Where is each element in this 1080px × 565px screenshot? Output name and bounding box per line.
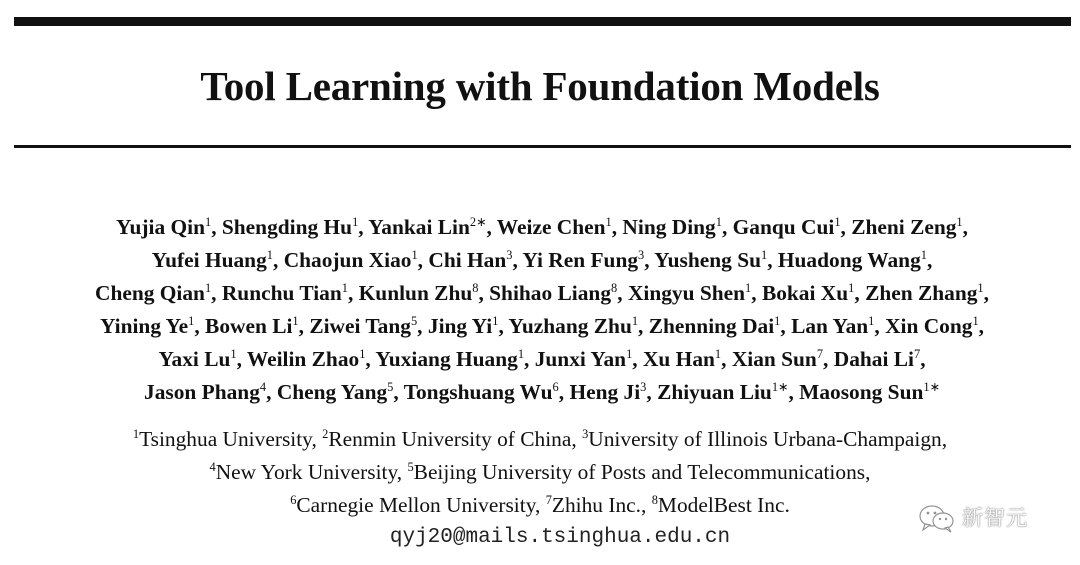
affiliation-marker: 1 [266, 247, 273, 262]
author-name: Xu Han [642, 347, 715, 371]
affiliation-marker: 1 [411, 247, 418, 262]
author [732, 347, 834, 371]
affiliation-marker: 1∗ [771, 379, 789, 394]
author [158, 347, 246, 371]
affiliation-separator: , [535, 493, 546, 517]
affiliation-number: 3 [582, 426, 589, 441]
author [791, 314, 885, 338]
affiliation-name: ModelBest Inc. [657, 493, 790, 517]
watermark [918, 500, 1028, 536]
affiliation-marker: 1 [760, 247, 768, 262]
author-name: Yufei Huang [151, 248, 267, 272]
author [762, 281, 865, 305]
affiliation-marker: 7 [816, 346, 824, 361]
author-name: Yining Ye [99, 314, 189, 338]
affiliation-marker: 1 [631, 313, 639, 328]
author-name: Huadong Wang [777, 248, 921, 272]
affiliation [210, 460, 408, 484]
affiliation-name: Beijing University of Posts and Telecommunications [413, 460, 866, 484]
author [569, 380, 657, 404]
author-separator: , [644, 248, 655, 272]
affiliation-separator: , [396, 460, 408, 484]
author-separator: , [767, 248, 778, 272]
author-separator: , [611, 215, 623, 239]
author-separator: , [211, 281, 222, 305]
author-separator: , [524, 347, 535, 371]
author-separator: , [823, 347, 834, 371]
contact-email: qyj20@mails.tsinghua.edu.cn [389, 526, 731, 549]
author [733, 215, 852, 239]
affiliation [582, 427, 947, 451]
affiliation-marker: 1 [341, 280, 348, 295]
author-name: Xin Cong [885, 314, 973, 338]
affiliation-name: Zhihu Inc. [551, 493, 642, 517]
author [152, 248, 284, 272]
affiliation-number: 4 [209, 459, 216, 474]
author-name: Ganqu Cui [732, 215, 835, 239]
author-name: Yi Ren Fung [522, 248, 639, 272]
affiliation-marker: 8 [611, 280, 618, 295]
affiliation [290, 493, 546, 517]
author-name: Xingyu Shen [627, 281, 746, 305]
affiliation-marker: 1 [352, 214, 359, 229]
affiliation-number: 5 [407, 459, 414, 474]
wechat-icon [918, 503, 956, 533]
author-name: Zhenning Dai [648, 314, 775, 338]
author [834, 347, 926, 371]
author-separator: , [347, 281, 359, 305]
author-separator: , [721, 215, 733, 239]
affiliation-marker: 7 [914, 346, 921, 361]
watermark-text: 新智元 [962, 506, 1028, 530]
author-name: Lan Yan [791, 314, 869, 338]
affiliation-number: 2 [322, 426, 329, 441]
author-name: Bowen Li [205, 314, 293, 338]
author-name: Kunlun Zhu [358, 281, 473, 305]
author-line [18, 310, 1066, 343]
author-name: Shihao Liang [489, 281, 612, 305]
author-separator: , [211, 215, 222, 239]
author [522, 248, 654, 272]
affiliation-marker: 1 [714, 346, 722, 361]
affiliation-marker: 5 [410, 313, 418, 328]
affiliation-marker: 1 [204, 214, 212, 229]
author-name: Ning Ding [622, 215, 716, 239]
author-name: Chi Han [428, 248, 507, 272]
author [865, 281, 989, 305]
author-separator: , [751, 281, 762, 305]
author [428, 314, 509, 338]
affiliation-marker: 5 [387, 379, 394, 394]
author-name: Shengding Hu [221, 215, 353, 239]
author-list [18, 211, 1066, 409]
author-name: Zhiyuan Liu [657, 380, 772, 404]
affiliation [546, 493, 652, 517]
author-separator: , [194, 314, 206, 338]
author-name: Yuxiang Huang [375, 347, 518, 371]
author [95, 281, 222, 305]
author-separator: , [478, 281, 490, 305]
author [375, 347, 534, 371]
author-separator: , [512, 248, 523, 272]
affiliation-marker: 1 [956, 214, 963, 229]
author [277, 380, 404, 404]
author-name: Jing Yi [427, 314, 493, 338]
author-name: Maosong Sun [799, 380, 924, 404]
paper-title: Tool Learning with Foundation Models [200, 63, 880, 109]
author-separator: , [236, 347, 247, 371]
affiliation-marker: 1 [745, 280, 752, 295]
author [205, 314, 309, 338]
affiliation-marker: 1 [920, 247, 927, 262]
author-line [18, 343, 1066, 376]
author-separator: , [978, 314, 985, 338]
affiliation-marker: 1∗ [923, 379, 940, 394]
author-separator: , [558, 380, 570, 404]
author-separator: , [298, 314, 310, 338]
title-rule [14, 145, 1071, 148]
affiliation-number: 7 [545, 492, 552, 507]
author-line [18, 277, 1066, 310]
author-name: Yuzhang Zhu [508, 314, 632, 338]
author-name: Jason Phang [144, 380, 260, 404]
author-separator: , [393, 380, 404, 404]
author [368, 215, 497, 239]
author-separator: , [417, 248, 429, 272]
author-name: Xian Sun [731, 347, 817, 371]
author-separator: , [983, 281, 989, 305]
author-separator: , [417, 314, 428, 338]
author-name: Dahai Li [833, 347, 914, 371]
affiliation-marker: 6 [552, 379, 559, 394]
author [100, 314, 205, 338]
top-rule [14, 17, 1071, 26]
author-name: Yusheng Su [654, 248, 761, 272]
author-name: Weize Chen [496, 215, 606, 239]
affiliation-marker: 1 [977, 280, 984, 295]
author [497, 215, 623, 239]
affiliation-separator: , [311, 427, 323, 451]
author-separator: , [920, 347, 926, 371]
author-separator: , [272, 248, 284, 272]
affiliation-marker: 3 [640, 379, 647, 394]
affiliation-marker: 3 [506, 247, 513, 262]
author [247, 347, 375, 371]
author-separator: , [632, 347, 643, 371]
author [799, 380, 940, 404]
author [778, 248, 932, 272]
affiliation [322, 427, 582, 451]
affiliation-marker: 4 [259, 379, 267, 394]
affiliation-marker: 8 [472, 280, 479, 295]
author-separator: , [486, 215, 497, 239]
author-name: Runchu Tian [221, 281, 342, 305]
author [535, 347, 643, 371]
affiliation [652, 493, 790, 517]
affiliation-marker: 1 [188, 313, 195, 328]
affiliation-name: University of Illinois Urbana-Champaign [588, 427, 942, 451]
author-name: Yujia Qin [116, 215, 205, 239]
affiliation-marker: 3 [638, 247, 645, 262]
author-separator: , [962, 215, 968, 239]
affiliation [133, 427, 322, 451]
author [851, 215, 968, 239]
author-name: Bokai Xu [761, 281, 849, 305]
affiliation-marker: 1 [715, 214, 722, 229]
author [116, 215, 222, 239]
author-separator: , [358, 215, 369, 239]
author-separator: , [926, 248, 933, 272]
author-separator: , [788, 380, 800, 404]
author-separator: , [266, 380, 277, 404]
author-name: Cheng Yang [276, 380, 388, 404]
author-name: Zhen Zhang [865, 281, 978, 305]
affiliation-separator: , [641, 493, 652, 517]
author [222, 281, 359, 305]
author-separator: , [721, 347, 732, 371]
affiliation-marker: 1 [204, 280, 212, 295]
affiliation-marker: 1 [517, 346, 525, 361]
author-separator: , [854, 281, 866, 305]
affiliation-separator: , [865, 460, 871, 484]
affiliation-separator: , [941, 427, 948, 451]
author [649, 314, 791, 338]
author [628, 281, 762, 305]
author [284, 248, 429, 272]
affiliation-marker: 1 [774, 313, 781, 328]
affiliation-marker: 1 [626, 346, 633, 361]
author-name: Tongshuang Wu [403, 380, 553, 404]
author-name: Yaxi Lu [158, 347, 231, 371]
author [222, 215, 368, 239]
author [489, 281, 628, 305]
author-separator: , [617, 281, 628, 305]
affiliation-line [0, 423, 1080, 456]
affiliation-marker: 1 [292, 313, 299, 328]
author [428, 248, 522, 272]
author [404, 380, 570, 404]
author-name: Chaojun Xiao [283, 248, 412, 272]
affiliation-name: Carnegie Mellon University [296, 493, 535, 517]
author-name: Weilin Zhao [246, 347, 360, 371]
affiliation-marker: 1 [972, 313, 979, 328]
affiliation-number: 6 [290, 492, 297, 507]
affiliation-separator: , [571, 427, 583, 451]
author [885, 314, 984, 338]
author [622, 215, 732, 239]
author-separator: , [365, 347, 376, 371]
affiliation-number: 1 [132, 426, 140, 441]
affiliation-name: Renmin University of China [328, 427, 572, 451]
author [657, 380, 799, 404]
affiliation-marker: 1 [230, 346, 237, 361]
author-name: Heng Ji [569, 380, 641, 404]
author [654, 248, 778, 272]
affiliation-name: New York University [215, 460, 397, 484]
author-separator: , [780, 314, 792, 338]
author-separator: , [874, 314, 886, 338]
affiliation-line [0, 456, 1080, 489]
author [359, 281, 489, 305]
affiliation-marker: 1 [868, 313, 875, 328]
author-separator: , [638, 314, 649, 338]
author-name: Yankai Lin [368, 215, 470, 239]
author [309, 314, 428, 338]
author-name: Junxi Yan [534, 347, 627, 371]
author-separator: , [498, 314, 509, 338]
affiliation-marker: 2∗ [469, 214, 487, 229]
author [643, 347, 732, 371]
affiliation [407, 460, 870, 484]
author-line [18, 244, 1066, 277]
author-line [18, 211, 1066, 244]
affiliation-marker: 1 [359, 346, 366, 361]
author-name: Zheni Zeng [851, 215, 957, 239]
affiliation-marker: 1 [848, 280, 855, 295]
author-name: Cheng Qian [95, 281, 205, 305]
author-name: Ziwei Tang [309, 314, 411, 338]
affiliation-marker: 1 [605, 214, 612, 229]
author [508, 314, 648, 338]
author-separator: , [646, 380, 658, 404]
affiliation-name: Tsinghua University [139, 427, 312, 451]
affiliation-marker: 1 [834, 214, 841, 229]
author [144, 380, 277, 404]
author-separator: , [840, 215, 852, 239]
author-line [18, 376, 1066, 409]
affiliation-marker: 1 [492, 313, 499, 328]
affiliation-number: 8 [651, 492, 658, 507]
